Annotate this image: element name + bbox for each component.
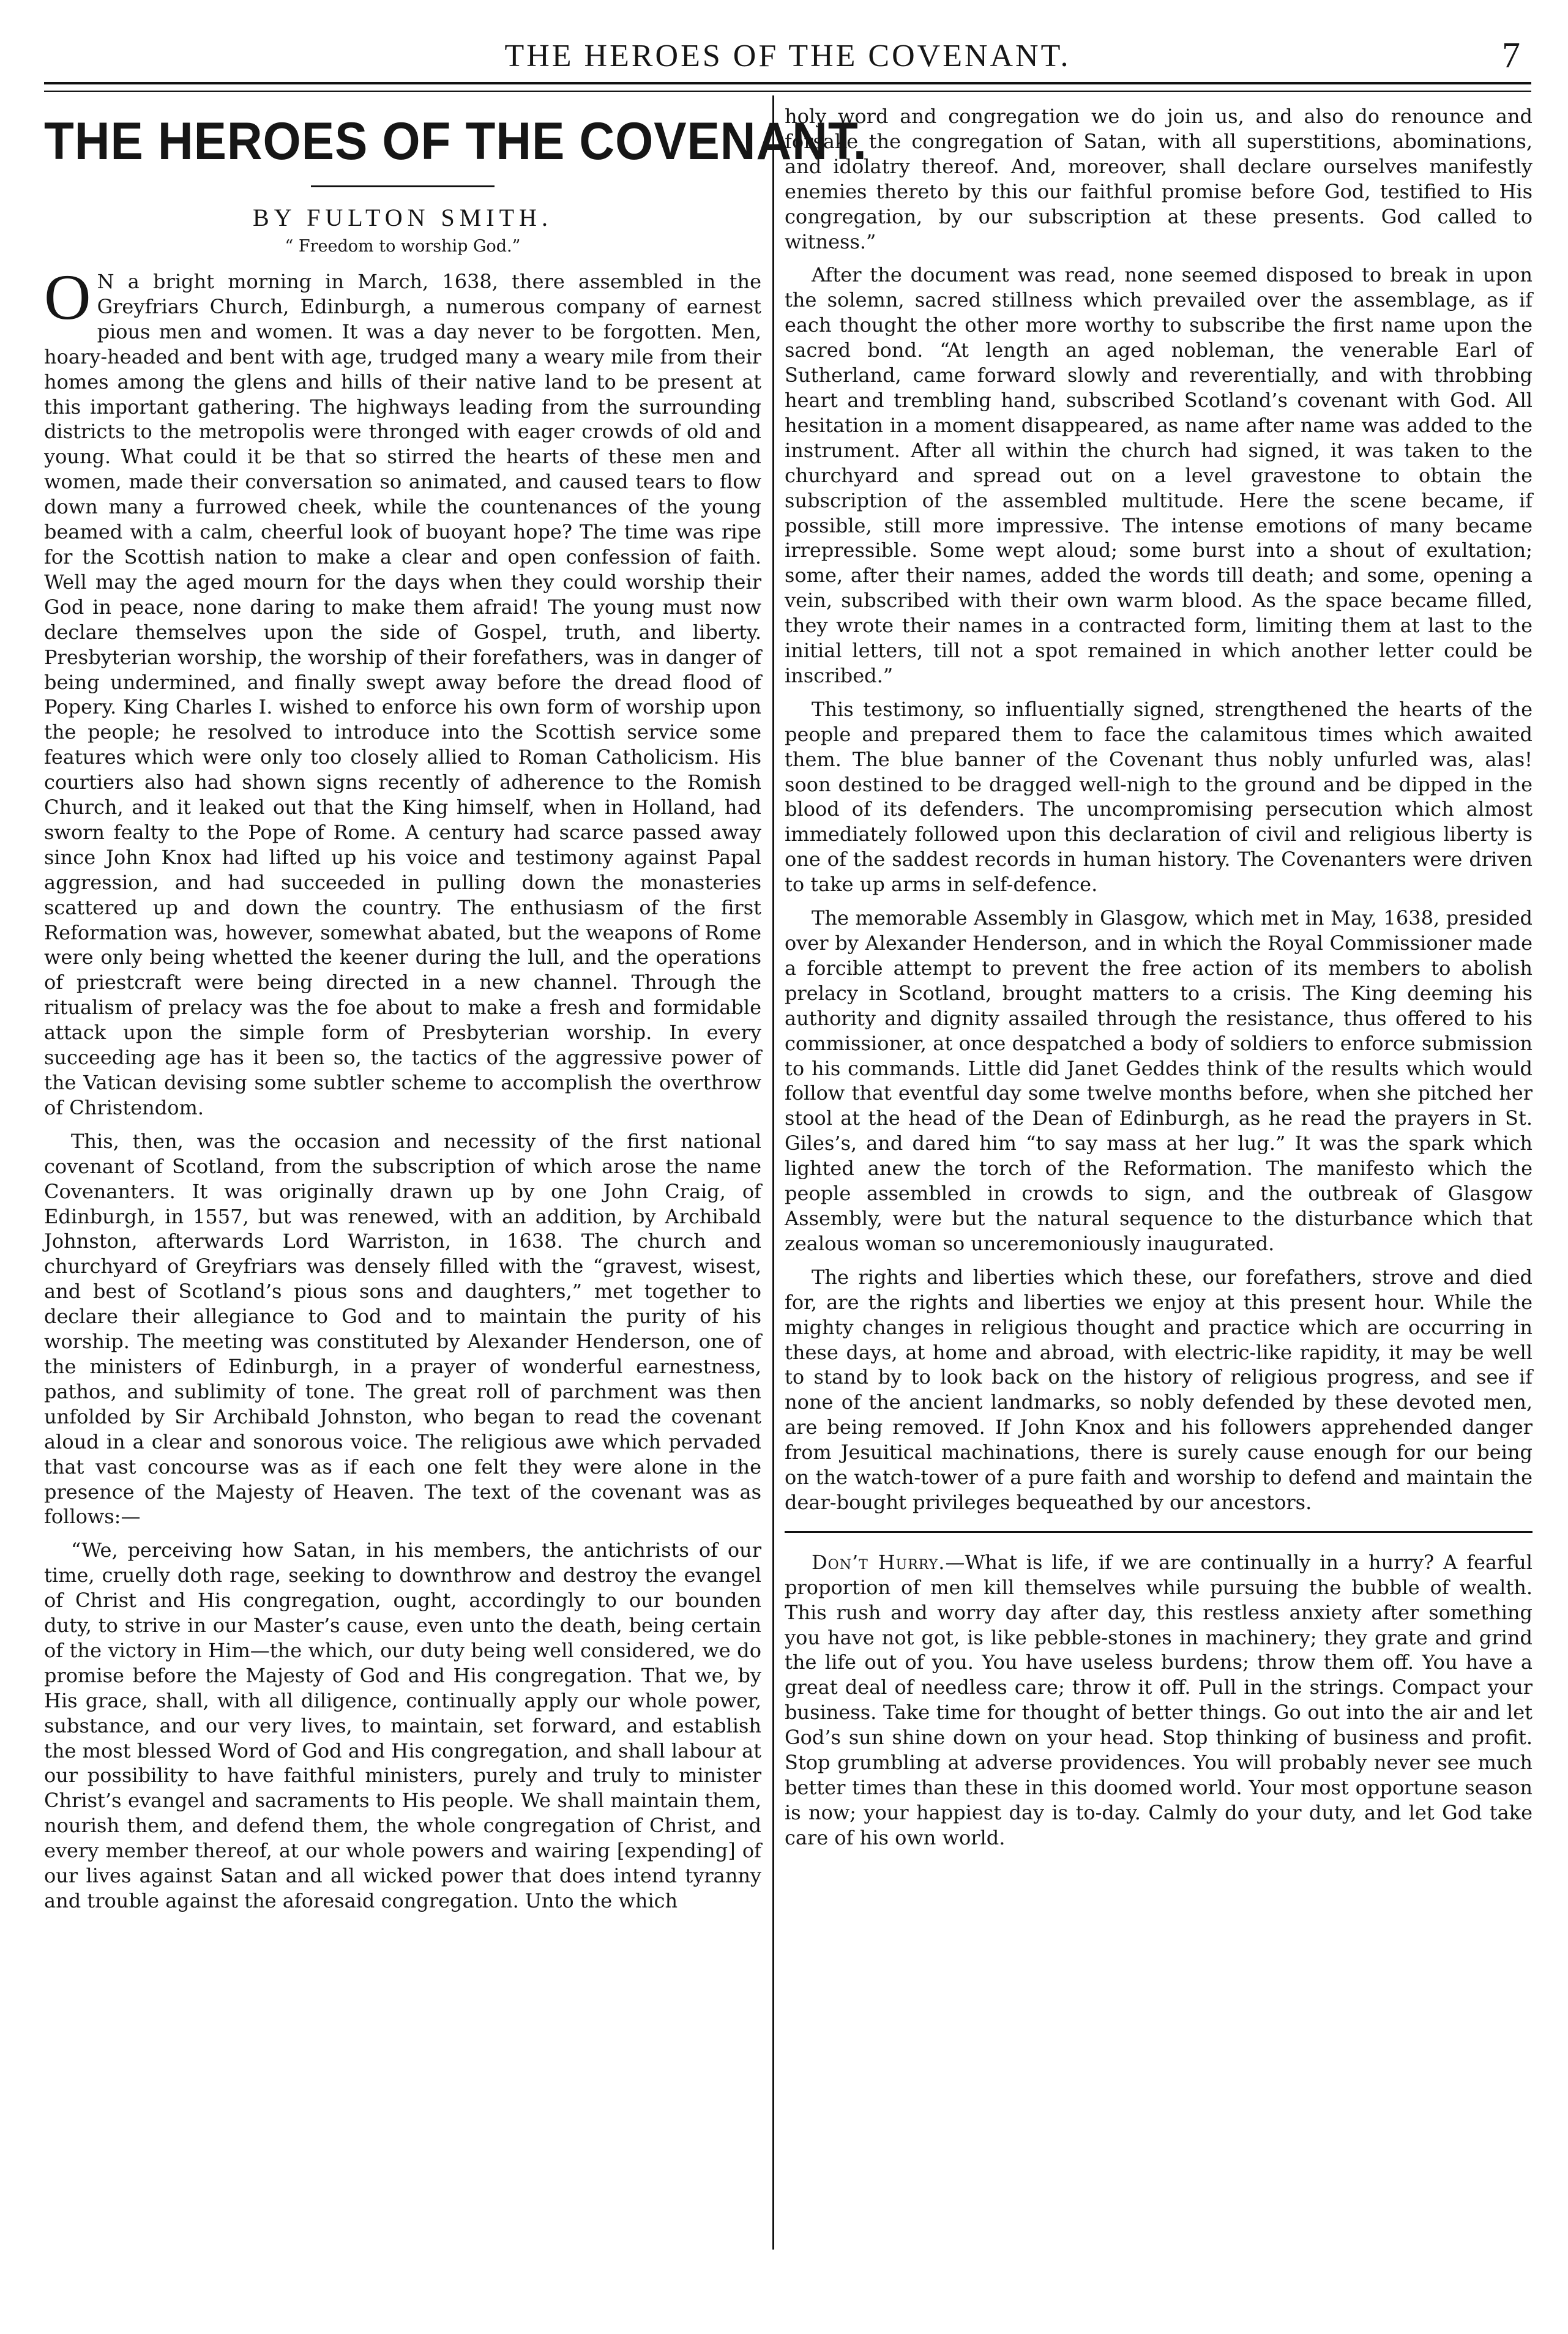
section-separator bbox=[785, 1531, 1533, 1533]
header-rule-thick bbox=[44, 82, 1531, 84]
article-paragraph-5: The memorable Assembly in Glasgow, which met in May, 1638, presided over by Alexander Henderson, and in which the Royal Commissioner made a forcible attempt to prevent the free action of its members to abolish prelacy in Scotland, brought matters to a crisis. The King deeming his authority and dignity assailed through the resistance, thus offered to his commissioner, at once despatched a body of soldiers to enforce submission to his commands. Little did Janet Geddes think of the results which would follow that eventful day some twelve months before, when she pitched her stool at the head of the Dean of Edinburgh, as he read the prayers in St. Giles’s, and dared him “to say mass at her lug.” It was the spark which lighted anew the torch of the Reformation. The manifesto which the people assembled in crowds to sign, and the outbreak of Glasgow Assembly, were but the natural sequence to the disturbance which that zealous woman so unceremoniously inaugurated. bbox=[785, 906, 1533, 1255]
header-rule-thin bbox=[44, 91, 1531, 92]
covenant-quote-continued: holy word and congregation we do join us, and also do renounce and forsake the congregation of Satan, with all superstitions, abominations, and idolatry thereof. And, moreover, shall declare ourselves manifestly enemies thereto by this our faithful promise before God, testified to His congregation, by our subscription at these presents. God called to witness.” bbox=[785, 105, 1533, 253]
covenant-quote: “We, perceiving how Satan, in his members, the antichrists of our time, cruelly doth rage, seeking to downthrow and destroy the evangel of Christ and His congregation, ought, accordingly to our bounden duty, to strive in our Master’s cause, even unto the death, being certain of the victory in Him—the which, our duty being well considered, we do promise before the Majesty of God and His congregation. That we, by His grace, shall, with all diligence, continually apply our whole power, substance, and our very lives, to maintain, set forward, and establish the most blessed Word of God and His congregation, and shall labour at our possibility to have faithful ministers, purely and truly to minister Christ’s evangel and sacraments to His people. We shall maintain them, nourish them, and defend them, the whole congregation of Christ, and every member thereof, at our whole powers and wairing [expending] of our lives against Satan and all wicked power that does intend tyranny and trouble against the aforesaid congregation. Unto the which bbox=[44, 1538, 761, 1912]
article-paragraph-1 bbox=[44, 261, 761, 1120]
page-number: 7 bbox=[1502, 35, 1520, 75]
right-column bbox=[785, 104, 1533, 1859]
column-divider bbox=[772, 95, 774, 2250]
paragraph-text: N a bright morning in March, 1638, there assembled in the Greyfriars Church, Edinburgh, a numerous company of earnest pious men and women. It was a day never to be forgotten. Men, hoary-headed and bent with age, trudged many a weary mile from their homes among the glens and hills of their native land to be present at this important gathering. The highways leading from the surrounding districts to the metropolis were thronged with eager crowds of old and young. What could it be that so stirred the hearts of these men and women, made their conversation so animated, and caused tears to flow down many a furrowed cheek, while the countenances of the young beamed with a calm, cheerful look of buoyant hope? The time was ripe for the Scottish nation to make a clear and open confession of faith. Well may the aged mourn for the days when they could worship their God in peace, none daring to make them afraid! The young must now declare themselves upon the side of Gospel, truth, and liberty. Presbyterian worship, the worship of their forefathers, was in danger of being undermined, and finally swept away before the dread flood of Popery. King Charles I. wished to enforce his own form of worship upon the people; he resolved to introduce into the Scottish service some features which were only too closely allied to Roman Catholicism. His courtiers also had shown signs recently of adherence to the Romish Church, and it leaked out that the King himself, when in Holland, had sworn fealty to the Pope of Rome. A century had scarce passed away since John Knox had lifted up his voice and testimony against Papal aggression, and had succeeded in pulling down the monasteries scattered up and down the country. The enthusiasm of the first Reformation was, however, somewhat abated, but the weapons of Rome were only being whetted the keener during the lull, and the operations of priestcraft were being directed in a new channel. Through the ritualism of prelacy was the foe about to make a fresh and formidable attack upon the simple form of Presbyterian worship. In every succeeding age has it been so, the tactics of the aggressive power of the Vatican devising some subtler scheme to accomplish the overthrow of Christendom. bbox=[44, 270, 761, 1119]
article-paragraph-6: The rights and liberties which these, our forefathers, strove and died for, are the rights and liberties we enjoy at this present hour. While the mighty changes in religious thought and practice which are occurring in these days, at home and abroad, with electric-like rapidity, it may be well to stand by to look back on the history of religious progress, and see if none of the ancient landmarks, so nobly defended by these devoted men, are being removed. If John Knox and his followers apprehended danger from Jesuitical machinations, there is surely cause enough for our being on the watch-tower of a pure faith and worship to defend and maintain the dear-bought privileges bequeathed by our ancestors. bbox=[785, 1265, 1533, 1514]
filler-paragraph bbox=[785, 1550, 1533, 1851]
article-title: THE HEROES OF THE COVENANT. bbox=[44, 112, 867, 171]
article-paragraph-3: After the document was read, none seemed disposed to break in upon the solemn, sacred stillness which prevailed over the assemblage, as if each thought the other more worthy to subscribe the first name upon the sacred bond. “At length an aged nobleman, the venerable Earl of Sutherland, came forward slowly and reverentially, and with throbbing heart and trembling hand, subscribed Scotland’s covenant with God. All hesitation in a moment disappeared, as name after name was added to the instrument. After all within the church had signed, it was taken to the churchyard and spread out on a level gravestone to obtain the subscription of the assembled multitude. Here the scene became, if possible, still more impressive. The intense emotions of many became irrepressible. Some wept aloud; some burst into a shout of exultation; some, after their names, added the words till death; and some, opening a vein, subscribed with their own warm blood. As the space became filled, they wrote their names in a contracted form, limiting them at last to the initial letters, till not a spot remained in which another letter could be inscribed.” bbox=[785, 263, 1533, 687]
motto: “ Freedom to worship God.” bbox=[285, 237, 521, 256]
article-paragraph-4: This testimony, so influentially signed, strengthened the hearts of the people and prepared them to face the calamitous times which awaited them. The blue banner of the Covenant thus nobly unfurled was, alas! soon destined to be dragged well-nigh to the ground and be dipped in the blood of its defenders. The uncompromising persecution which almost immediately followed upon this declaration of civil and religious liberty is one of the saddest records in human history. The Covenanters were driven to take up arms in self-defence. bbox=[785, 697, 1533, 897]
running-head-title: THE HEROES OF THE COVENANT. bbox=[504, 39, 1071, 73]
article-paragraph-2: This, then, was the occasion and necessity of the first national covenant of Scotland, from the subscription of which arose the name Covenanters. It was originally drawn up by one John Craig, of Edinburgh, in 1557, but was renewed, with an addition, by Archibald Johnston, afterwards Lord Warriston, in 1638. The church and churchyard of Greyfriars was densely filled with the “gravest, wisest, and best of Scotland’s pious sons and daughters,” met together to declare their allegiance to God and to maintain the purity of his worship. The meeting was constituted by Alexander Henderson, one of the ministers of Edinburgh, in a prayer of wonderful earnestness, pathos, and sublimity of tone. The great roll of parchment was then unfolded by Sir Archibald Johnston, who began to read the covenant aloud in a clear and sonorous voice. The religious awe which pervaded that vast concourse was as if each one felt they were alone in the presence of the Majesty of Heaven. The text of the covenant was as follows:— bbox=[44, 1129, 761, 1529]
running-head bbox=[44, 34, 1531, 78]
drop-cap: O bbox=[44, 261, 91, 333]
left-column bbox=[44, 104, 867, 1922]
filler-lead: Don’t Hurry. bbox=[812, 1550, 946, 1574]
filler-text: —What is life, if we are continually in a hurry? A fearful proportion of men kill themselves while pursuing the bubble of wealth. This rush and worry day after day, this restless anxiety after something you have not got, is like pebble-stones in machinery; they grate and grind the life out of you. You have useless burdens; throw them off. You have a great deal of needless care; throw it off. Pull in the strings. Compact your business. Take time for thought of better things. Go out into the air and let God’s sun shine down on your head. Stop thinking of business and profit. Stop grumbling at adverse providences. You will probably never see much better times than these in this doomed world. Your most opportune season is now; your happiest day is to-day. Calmly do your duty, and let God take care of his own world. bbox=[785, 1550, 1533, 1849]
byline: BY FULTON SMITH. bbox=[253, 204, 553, 231]
title-rule bbox=[311, 185, 495, 187]
